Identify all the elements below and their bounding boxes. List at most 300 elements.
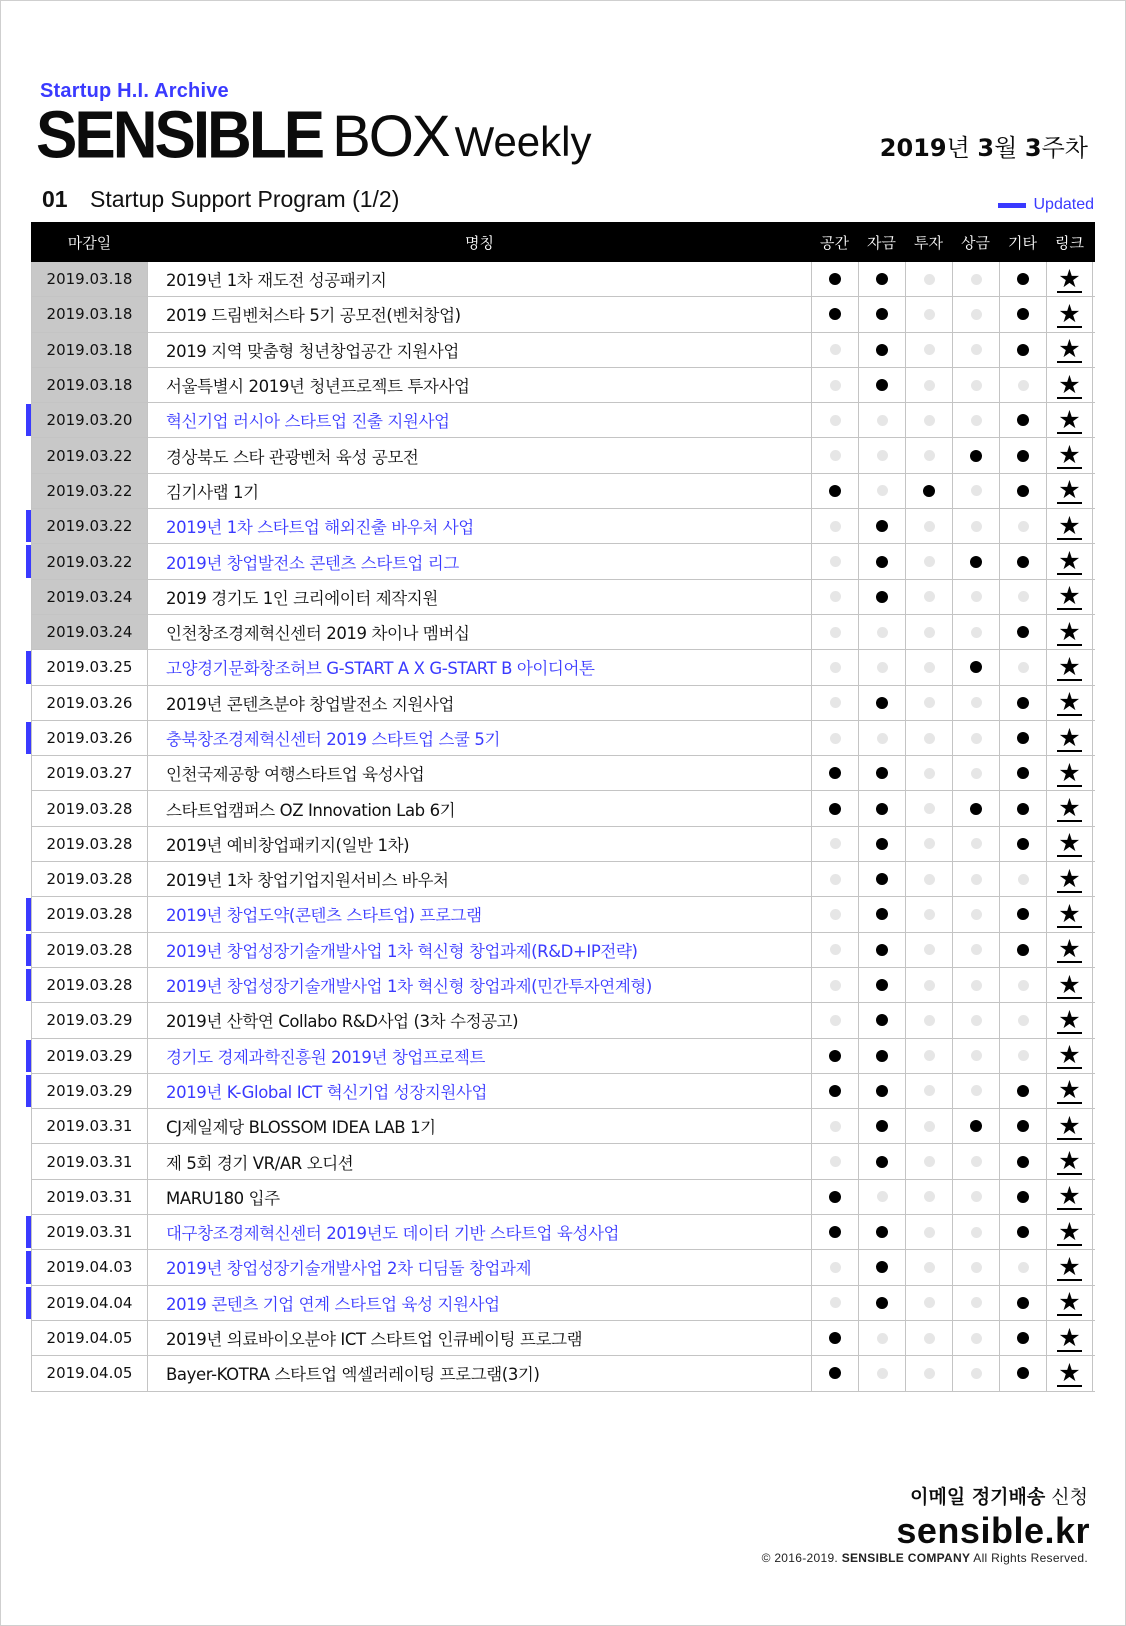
star-link-icon[interactable]: ★ [1058, 1040, 1081, 1070]
fund-cell [858, 1144, 905, 1178]
fund-cell [858, 968, 905, 1002]
filled-dot-icon [876, 520, 888, 532]
table-row [31, 862, 1095, 897]
empty-dot-icon [1018, 1050, 1029, 1061]
space-cell [811, 897, 858, 931]
deadline-cell: 2019.03.28 [31, 897, 148, 931]
filled-dot-icon [1017, 732, 1029, 744]
prize-cell [952, 1215, 999, 1249]
link-cell [1046, 1250, 1093, 1284]
table-row [31, 1039, 1095, 1074]
week-number: 3 [1024, 134, 1042, 162]
subscribe-text[interactable] [910, 1482, 1088, 1509]
empty-dot-icon [830, 909, 841, 920]
etc-cell [999, 262, 1046, 296]
empty-dot-icon [830, 344, 841, 355]
empty-dot-icon [877, 1368, 888, 1379]
prize-cell [952, 1250, 999, 1284]
empty-dot-icon [830, 944, 841, 955]
table-row [31, 474, 1095, 509]
fund-cell [858, 368, 905, 402]
link-cell [1046, 368, 1093, 402]
empty-dot-icon [830, 733, 841, 744]
etc-cell [999, 1039, 1046, 1073]
deadline-cell: 2019.03.31 [31, 1215, 148, 1249]
fund-cell [858, 862, 905, 896]
invest-cell [905, 650, 952, 684]
empty-dot-icon [924, 309, 935, 320]
empty-dot-icon [971, 485, 982, 496]
deadline-cell: 2019.03.28 [31, 933, 148, 967]
invest-cell [905, 262, 952, 296]
link-cell [1046, 580, 1093, 614]
empty-dot-icon [971, 1297, 982, 1308]
table-row [31, 368, 1095, 403]
table-row [31, 1356, 1095, 1391]
invest-cell [905, 297, 952, 331]
fund-cell [858, 615, 905, 649]
empty-dot-icon [971, 1015, 982, 1026]
empty-dot-icon [877, 450, 888, 461]
empty-dot-icon [830, 521, 841, 532]
etc-cell [999, 403, 1046, 437]
space-cell [811, 509, 858, 543]
prize-cell [952, 1109, 999, 1143]
etc-cell [999, 1321, 1046, 1355]
prize-cell [952, 1003, 999, 1037]
program-name-cell: 2019년 창업발전소 콘텐츠 스타트업 리그 [166, 553, 459, 573]
deadline-cell: 2019.04.05 [31, 1356, 148, 1390]
link-cell [1046, 509, 1093, 543]
filled-dot-icon [829, 1085, 841, 1097]
fund-cell [858, 1250, 905, 1284]
fund-cell [858, 721, 905, 755]
table-row [31, 1286, 1095, 1321]
deadline-cell: 2019.03.22 [31, 544, 148, 578]
invest-cell [905, 968, 952, 1002]
deadline-cell: 2019.03.22 [31, 474, 148, 508]
etc-cell [999, 756, 1046, 790]
star-link-icon[interactable]: ★ [1058, 334, 1081, 364]
fund-cell [858, 791, 905, 825]
link-cell [1046, 721, 1093, 755]
star-link-icon[interactable]: ★ [1058, 934, 1081, 964]
filled-dot-icon [1017, 1297, 1029, 1309]
fund-cell [858, 1321, 905, 1355]
star-link-icon[interactable]: ★ [1058, 1004, 1081, 1034]
program-name-cell: 인천국제공항 여행스타트업 육성사업 [166, 765, 425, 785]
star-link-icon[interactable]: ★ [1058, 616, 1081, 646]
link-cell [1046, 1074, 1093, 1108]
link-cell [1046, 933, 1093, 967]
table-body [31, 262, 1095, 1392]
empty-dot-icon [830, 450, 841, 461]
filled-dot-icon [829, 803, 841, 815]
invest-cell [905, 580, 952, 614]
space-cell [811, 1144, 858, 1178]
star-link-icon[interactable]: ★ [1058, 793, 1081, 823]
empty-dot-icon [971, 1050, 982, 1061]
fund-cell [858, 474, 905, 508]
fund-cell [858, 544, 905, 578]
link-cell [1046, 1286, 1093, 1320]
star-link-icon[interactable]: ★ [1058, 828, 1081, 858]
space-cell [811, 333, 858, 367]
prize-cell [952, 897, 999, 931]
space-cell [811, 580, 858, 614]
deadline-cell: 2019.03.31 [31, 1109, 148, 1143]
filled-dot-icon [1017, 273, 1029, 285]
empty-dot-icon [971, 1227, 982, 1238]
prize-cell [952, 862, 999, 896]
table-row [31, 1321, 1095, 1356]
link-cell [1046, 827, 1093, 861]
filled-dot-icon [876, 767, 888, 779]
space-cell [811, 650, 858, 684]
link-cell [1046, 1039, 1093, 1073]
table-row [31, 297, 1095, 332]
prize-cell [952, 438, 999, 472]
empty-dot-icon [924, 733, 935, 744]
invest-cell [905, 827, 952, 861]
star-link-icon[interactable]: ★ [1058, 1181, 1081, 1211]
logo-weekly: Weekly [454, 118, 592, 165]
filled-dot-icon [876, 944, 888, 956]
deadline-cell: 2019.03.18 [31, 262, 148, 296]
fund-cell [858, 650, 905, 684]
deadline-cell: 2019.03.24 [31, 580, 148, 614]
filled-dot-icon [876, 1085, 888, 1097]
prize-cell [952, 827, 999, 861]
etc-cell [999, 897, 1046, 931]
etc-cell [999, 650, 1046, 684]
prize-cell [952, 474, 999, 508]
prize-cell [952, 403, 999, 437]
empty-dot-icon [830, 1121, 841, 1132]
empty-dot-icon [924, 1050, 935, 1061]
space-cell [811, 686, 858, 720]
deadline-cell: 2019.03.22 [31, 438, 148, 472]
fund-cell [858, 1003, 905, 1037]
header-deadline: 마감일 [67, 233, 112, 252]
etc-cell [999, 1250, 1046, 1284]
star-link-icon[interactable]: ★ [1058, 1216, 1081, 1246]
empty-dot-icon [971, 415, 982, 426]
space-cell [811, 827, 858, 861]
program-name-cell: 2019년 창업성장기술개발사업 1차 혁신형 창업과제(R&D+IP전략) [166, 941, 638, 961]
star-link-icon[interactable]: ★ [1058, 263, 1081, 293]
empty-dot-icon [924, 838, 935, 849]
empty-dot-icon [971, 980, 982, 991]
program-name-cell: 2019년 산학연 Collabo R&D사업 (3차 수정공고) [166, 1012, 519, 1032]
filled-dot-icon [829, 485, 841, 497]
program-name-cell: 인천창조경제혁신센터 2019 차이나 멤버십 [166, 624, 470, 644]
empty-dot-icon [971, 768, 982, 779]
invest-cell [905, 333, 952, 367]
link-cell [1046, 1356, 1093, 1390]
link-cell [1046, 1144, 1093, 1178]
star-link-icon[interactable]: ★ [1058, 757, 1081, 787]
header-prize: 상금 [961, 233, 990, 252]
etc-cell [999, 933, 1046, 967]
program-name-cell: 2019 콘텐츠 기업 연계 스타트업 육성 지원사업 [166, 1294, 500, 1314]
etc-cell [999, 1356, 1046, 1390]
empty-dot-icon [830, 556, 841, 567]
space-cell [811, 1109, 858, 1143]
invest-cell [905, 933, 952, 967]
table-row [31, 1003, 1095, 1038]
empty-dot-icon [877, 1191, 888, 1202]
header-etc: 기타 [1008, 233, 1037, 252]
filled-dot-icon [829, 1050, 841, 1062]
star-link-icon[interactable]: ★ [1058, 475, 1081, 505]
star-link-icon[interactable]: ★ [1058, 863, 1081, 893]
empty-dot-icon [830, 697, 841, 708]
star-link-icon[interactable]: ★ [1058, 1110, 1081, 1140]
copyright [762, 1551, 1088, 1565]
filled-dot-icon [876, 1120, 888, 1132]
table-header [31, 222, 1095, 262]
star-link-icon[interactable]: ★ [1058, 1075, 1081, 1105]
deadline-cell: 2019.03.18 [31, 368, 148, 402]
star-link-icon[interactable]: ★ [1058, 1357, 1081, 1387]
empty-dot-icon [1018, 980, 1029, 991]
deadline-cell: 2019.04.04 [31, 1286, 148, 1320]
filled-dot-icon [829, 308, 841, 320]
star-link-icon[interactable]: ★ [1058, 404, 1081, 434]
deadline-cell: 2019.03.27 [31, 756, 148, 790]
filled-dot-icon [876, 308, 888, 320]
empty-dot-icon [830, 1262, 841, 1273]
empty-dot-icon [971, 1368, 982, 1379]
star-link-icon[interactable]: ★ [1058, 969, 1081, 999]
empty-dot-icon [830, 980, 841, 991]
filled-dot-icon [876, 591, 888, 603]
invest-cell [905, 756, 952, 790]
empty-dot-icon [924, 1156, 935, 1167]
fund-cell [858, 297, 905, 331]
empty-dot-icon [924, 944, 935, 955]
fund-cell [858, 1356, 905, 1390]
link-cell [1046, 756, 1093, 790]
empty-dot-icon [924, 1368, 935, 1379]
program-name-cell: 충북창조경제혁신센터 2019 스타트업 스쿨 5기 [166, 730, 501, 749]
updated-label: Updated [1033, 196, 1094, 213]
invest-cell [905, 1250, 952, 1284]
star-link-icon[interactable]: ★ [1058, 440, 1081, 470]
empty-dot-icon [971, 697, 982, 708]
prize-cell [952, 933, 999, 967]
filled-dot-icon [1017, 1191, 1029, 1203]
empty-dot-icon [830, 1015, 841, 1026]
empty-dot-icon [924, 1121, 935, 1132]
invest-cell [905, 791, 952, 825]
space-cell [811, 615, 858, 649]
program-name-cell: 2019 지역 맞춤형 청년창업공간 지원사업 [166, 341, 459, 361]
table-row [31, 1144, 1095, 1179]
fund-cell [858, 333, 905, 367]
filled-dot-icon [829, 1367, 841, 1379]
star-link-icon[interactable]: ★ [1058, 581, 1081, 611]
empty-dot-icon [830, 838, 841, 849]
space-cell [811, 1039, 858, 1073]
empty-dot-icon [924, 874, 935, 885]
filled-dot-icon [876, 556, 888, 568]
prize-cell [952, 1286, 999, 1320]
subscribe-rest: 신청 [1051, 1486, 1088, 1508]
etc-cell [999, 791, 1046, 825]
star-link-icon[interactable]: ★ [1058, 651, 1081, 681]
program-name-cell: 2019년 창업도약(콘텐츠 스타트업) 프로그램 [166, 906, 482, 926]
empty-dot-icon [924, 1262, 935, 1273]
deadline-cell: 2019.03.26 [31, 721, 148, 755]
star-link-icon[interactable]: ★ [1058, 1146, 1081, 1176]
filled-dot-icon [829, 1191, 841, 1203]
filled-dot-icon [1017, 414, 1029, 426]
empty-dot-icon [971, 1085, 982, 1096]
filled-dot-icon [1017, 1332, 1029, 1344]
deadline-cell: 2019.03.28 [31, 791, 148, 825]
filled-dot-icon [876, 873, 888, 885]
space-cell [811, 1250, 858, 1284]
filled-dot-icon [876, 979, 888, 991]
link-cell [1046, 474, 1093, 508]
invest-cell [905, 1074, 952, 1108]
deadline-cell: 2019.03.26 [31, 686, 148, 720]
program-name-cell: 2019년 K-Global ICT 혁신기업 성장지원사업 [166, 1082, 488, 1102]
fund-cell [858, 438, 905, 472]
link-cell [1046, 544, 1093, 578]
fund-cell [858, 756, 905, 790]
empty-dot-icon [924, 1333, 935, 1344]
filled-dot-icon [1017, 767, 1029, 779]
space-cell [811, 474, 858, 508]
deadline-cell: 2019.03.31 [31, 1144, 148, 1178]
empty-dot-icon [971, 344, 982, 355]
site-link[interactable]: sensible.kr [896, 1510, 1090, 1551]
empty-dot-icon [830, 591, 841, 602]
empty-dot-icon [924, 1297, 935, 1308]
program-name-cell: 혁신기업 러시아 스타트업 진출 지원사업 [166, 412, 450, 432]
empty-dot-icon [924, 1191, 935, 1202]
star-link-icon[interactable]: ★ [1058, 687, 1081, 717]
table-row [31, 968, 1095, 1003]
empty-dot-icon [924, 380, 935, 391]
fund-cell [858, 1180, 905, 1214]
invest-cell [905, 1039, 952, 1073]
empty-dot-icon [877, 485, 888, 496]
deadline-cell: 2019.03.18 [31, 333, 148, 367]
empty-dot-icon [971, 309, 982, 320]
space-cell [811, 933, 858, 967]
filled-dot-icon [876, 273, 888, 285]
program-table [31, 222, 1095, 1392]
space-cell [811, 1286, 858, 1320]
filled-dot-icon [1017, 838, 1029, 850]
fund-cell [858, 897, 905, 931]
space-cell [811, 862, 858, 896]
filled-dot-icon [970, 556, 982, 568]
program-name-cell: 2019년 의료바이오분야 ICT 스타트업 인큐베이팅 프로그램 [166, 1330, 583, 1350]
filled-dot-icon [876, 1261, 888, 1273]
program-name-cell: CJ제일제당 BLOSSOM IDEA LAB 1기 [166, 1118, 436, 1138]
filled-dot-icon [876, 838, 888, 850]
space-cell [811, 1074, 858, 1108]
deadline-cell: 2019.03.28 [31, 968, 148, 1002]
brand-subtitle: Startup H.I. Archive [40, 80, 229, 102]
star-link-icon[interactable]: ★ [1058, 1251, 1081, 1281]
table-row [31, 1250, 1095, 1285]
star-link-icon[interactable]: ★ [1058, 722, 1081, 752]
invest-cell [905, 1180, 952, 1214]
invest-cell [905, 686, 952, 720]
empty-dot-icon [830, 874, 841, 885]
prize-cell [952, 509, 999, 543]
link-cell [1046, 333, 1093, 367]
star-link-icon[interactable]: ★ [1058, 898, 1081, 928]
empty-dot-icon [971, 733, 982, 744]
invest-cell [905, 474, 952, 508]
link-cell [1046, 262, 1093, 296]
invest-cell [905, 862, 952, 896]
star-link-icon[interactable]: ★ [1058, 510, 1081, 540]
star-link-icon[interactable]: ★ [1058, 369, 1081, 399]
table-row [31, 262, 1095, 297]
filled-dot-icon [876, 697, 888, 709]
fund-cell [858, 580, 905, 614]
space-cell [811, 1321, 858, 1355]
table-row [31, 438, 1095, 473]
prize-cell [952, 580, 999, 614]
invest-cell [905, 897, 952, 931]
empty-dot-icon [924, 415, 935, 426]
empty-dot-icon [971, 274, 982, 285]
prize-cell [952, 1144, 999, 1178]
deadline-cell: 2019.03.28 [31, 827, 148, 861]
filled-dot-icon [1017, 626, 1029, 638]
copyright-company: SENSIBLE COMPANY [841, 1551, 971, 1565]
empty-dot-icon [1018, 662, 1029, 673]
copyright-years: © 2016-2019. [761, 1551, 839, 1565]
star-link-icon[interactable]: ★ [1058, 1322, 1081, 1352]
week-month-unit: 월 [994, 134, 1018, 162]
etc-cell [999, 474, 1046, 508]
fund-cell [858, 509, 905, 543]
prize-cell [952, 544, 999, 578]
star-link-icon[interactable]: ★ [1058, 1287, 1081, 1317]
program-name-cell: 2019년 창업성장기술개발사업 1차 혁신형 창업과제(민간투자연계형) [166, 977, 652, 997]
filled-dot-icon [1017, 556, 1029, 568]
etc-cell [999, 509, 1046, 543]
star-link-icon[interactable]: ★ [1058, 546, 1081, 576]
updated-swatch [998, 203, 1026, 208]
week-year: 2019 [879, 134, 947, 162]
empty-dot-icon [924, 344, 935, 355]
space-cell [811, 297, 858, 331]
filled-dot-icon [970, 1120, 982, 1132]
link-cell [1046, 438, 1093, 472]
link-cell [1046, 1109, 1093, 1143]
etc-cell [999, 438, 1046, 472]
fund-cell [858, 827, 905, 861]
star-link-icon[interactable]: ★ [1058, 298, 1081, 328]
header-fund: 자금 [867, 233, 896, 252]
invest-cell [905, 1286, 952, 1320]
week-number-unit: 주차 [1041, 134, 1088, 162]
filled-dot-icon [829, 1226, 841, 1238]
link-cell [1046, 968, 1093, 1002]
empty-dot-icon [1018, 380, 1029, 391]
